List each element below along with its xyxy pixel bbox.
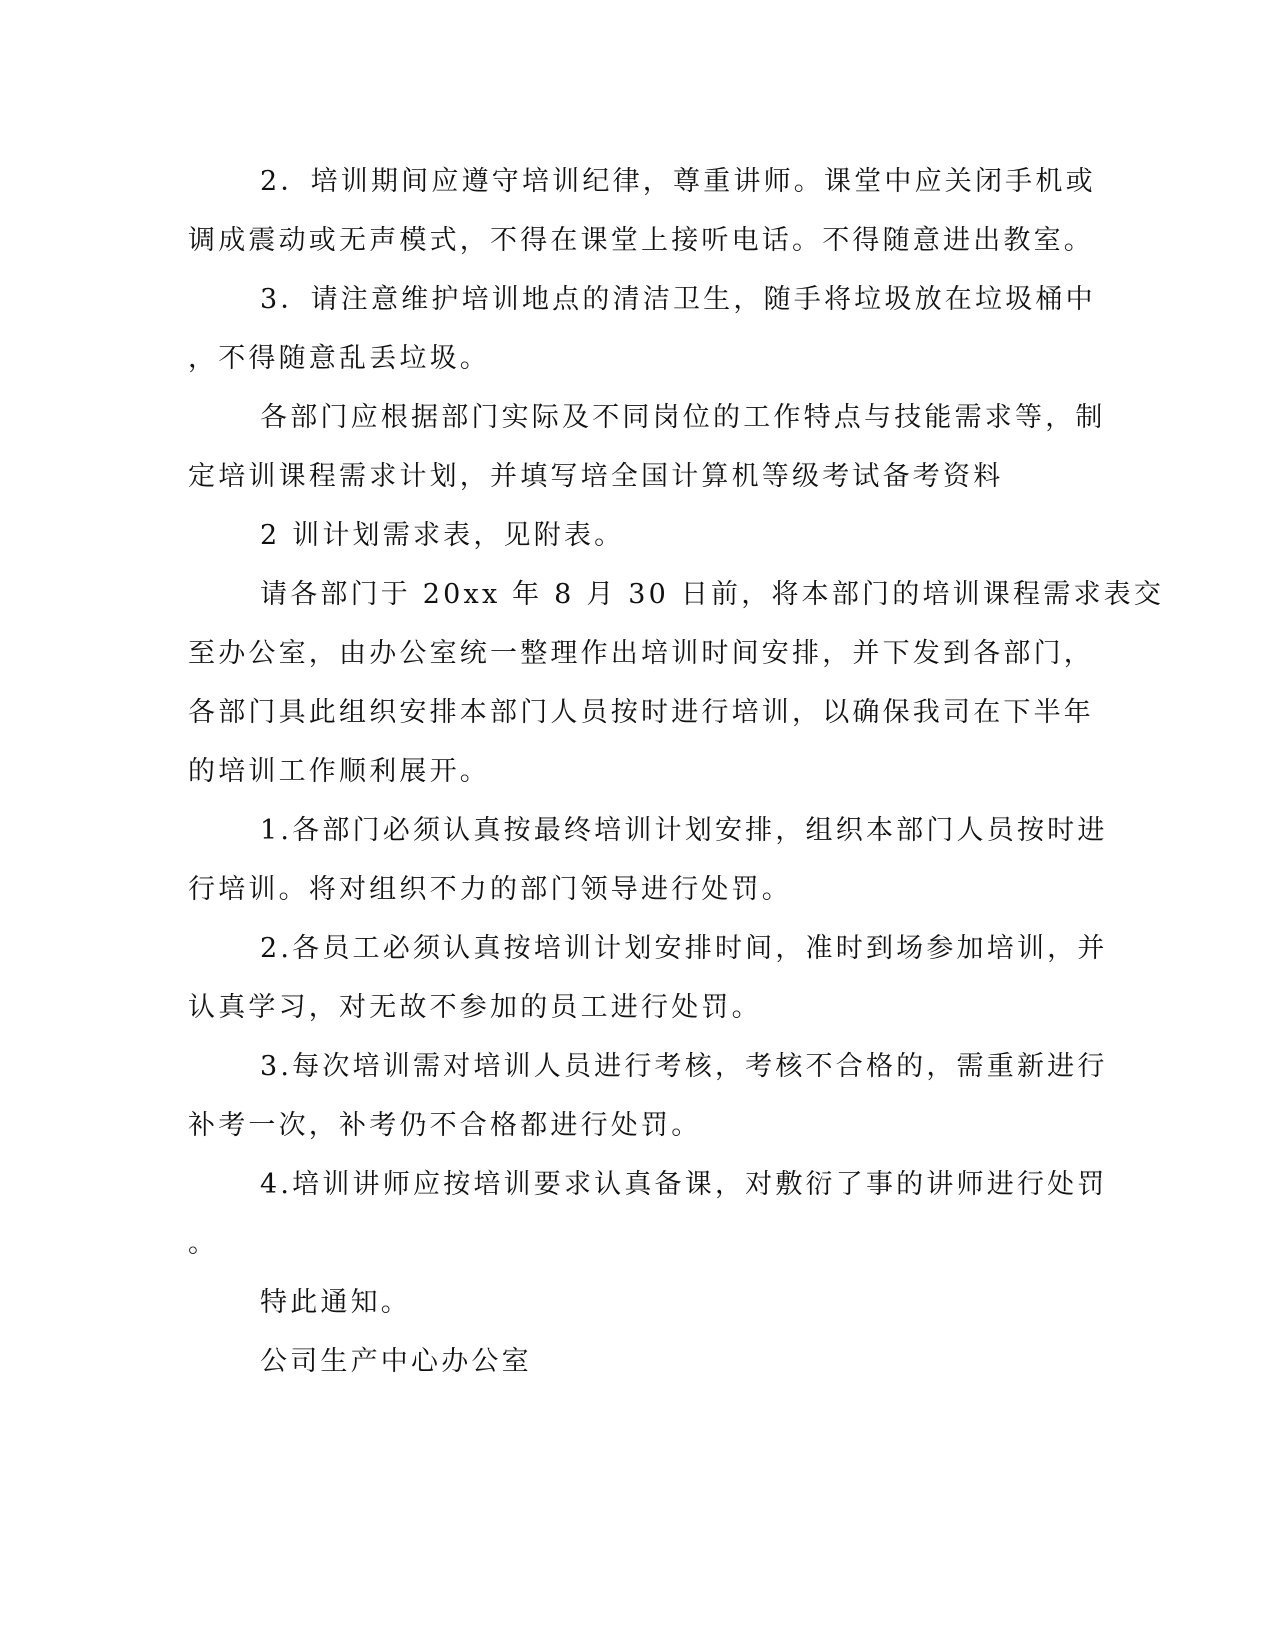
text-line: 4.培训讲师应按培训要求认真备课，对敷衍了事的讲师进行处罚 bbox=[260, 1169, 1108, 1200]
text-line: 。 bbox=[188, 1228, 219, 1259]
text-line: 定培训课程需求计划，并填写培全国计算机等级考试备考资料 bbox=[188, 461, 1004, 492]
text-line: 3.每次培训需对培训人员进行考核，考核不合格的，需重新进行 bbox=[260, 1051, 1108, 1082]
text-line: 各部门应根据部门实际及不同岗位的工作特点与技能需求等，制 bbox=[260, 402, 1106, 433]
text-line: 行培训。将对组织不力的部门领导进行处罚。 bbox=[188, 874, 792, 905]
text-line: 的培训工作顺利展开。 bbox=[188, 756, 490, 787]
signature-office: 公司生产中心办公室 bbox=[260, 1346, 532, 1377]
text-line: 请各部门于 20xx 年 8 月 30 日前，将本部门的培训课程需求表交 bbox=[260, 579, 1165, 610]
text-line: 认真学习，对无故不参加的员工进行处罚。 bbox=[188, 992, 762, 1023]
text-line: 2．培训期间应遵守培训纪律，尊重讲师。课堂中应关闭手机或 bbox=[260, 166, 1096, 197]
text-line: ，不得随意乱丢垃圾。 bbox=[188, 343, 490, 374]
text-line: 2.各员工必须认真按培训计划安排时间，准时到场参加培训，并 bbox=[260, 933, 1108, 964]
closing-text: 特此通知。 bbox=[260, 1287, 411, 1318]
text-line: 补考一次，补考仍不合格都进行处罚。 bbox=[188, 1110, 702, 1141]
text-line: 1.各部门必须认真按最终培训计划安排，组织本部门人员按时进 bbox=[260, 815, 1108, 846]
text-line: 调成震动或无声模式，不得在课堂上接听电话。不得随意进出教室。 bbox=[188, 225, 1094, 256]
text-line: 至办公室，由办公室统一整理作出培训时间安排，并下发到各部门， bbox=[188, 638, 1094, 669]
text-line: 3．请注意维护培训地点的清洁卫生，随手将垃圾放在垃圾桶中 bbox=[260, 284, 1096, 315]
text-line: 各部门具此组织安排本部门人员按时进行培训，以确保我司在下半年 bbox=[188, 697, 1094, 728]
text-line: 2 训计划需求表，见附表。 bbox=[260, 520, 625, 551]
